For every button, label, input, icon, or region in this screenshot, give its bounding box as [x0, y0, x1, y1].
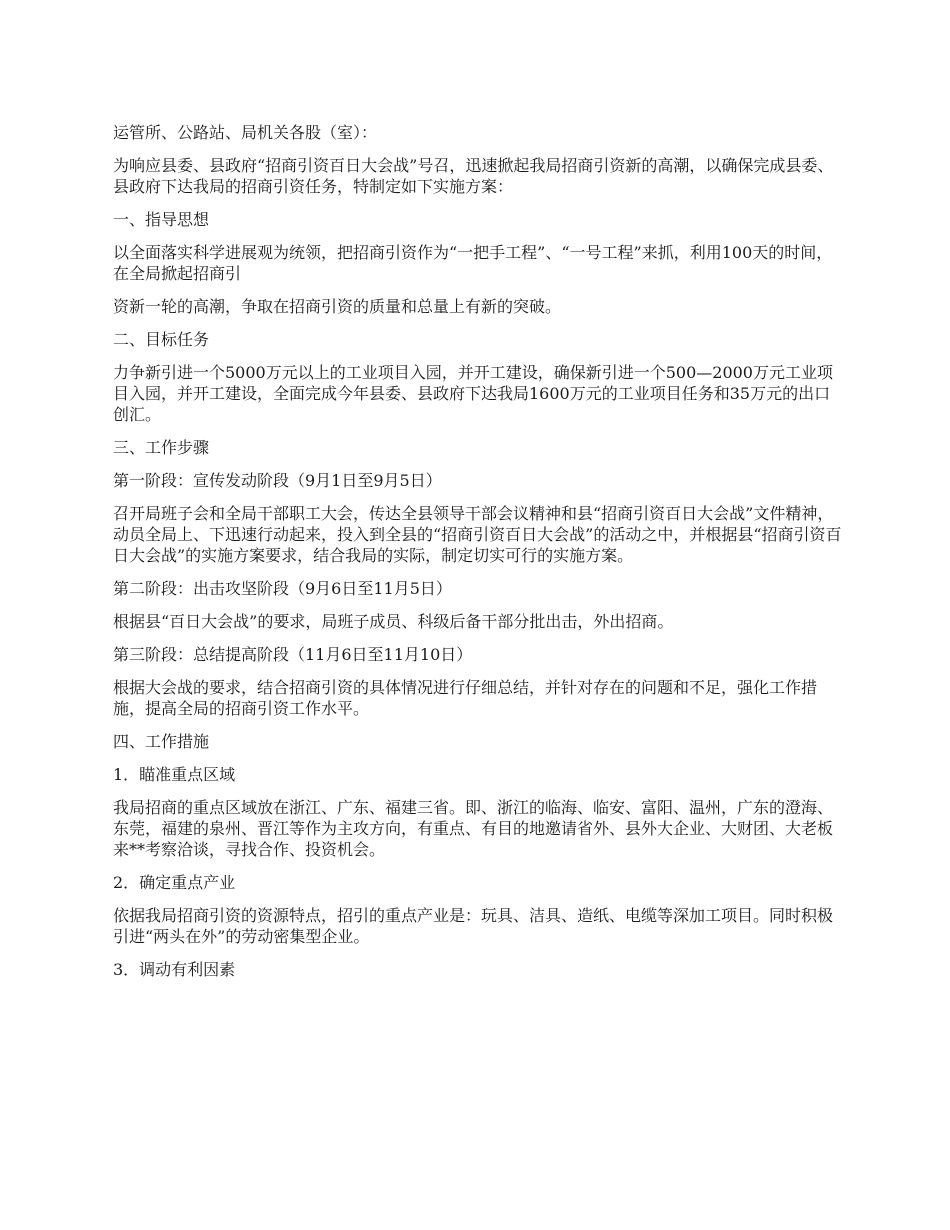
stage-one-heading: 第一阶段：宣传发动阶段（9月1日至9月5日） — [113, 471, 442, 490]
target-tasks-paragraph: 力争新引进一个5000万元以上的工业项目入园，并开工建设，确保新引进一个500—2000万元工业项目入园，并开工建设，全面完成今年县委、县政府下达我局1600万元的工业项目任务和35万元的出口创汇。 — [113, 363, 833, 424]
measure-one-heading: 1．瞄准重点区域 — [113, 765, 236, 784]
measure-two-paragraph: 依据我局招商引资的资源特点，招引的重点产业是：玩具、洁具、造纸、电缆等深加工项目。同时积极引进“两头在外”的劳动密集型企业。 — [113, 906, 834, 946]
stage-one-paragraph: 召开局班子会和全局干部职工大会，传达全县领导干部会议精神和县“招商引资百日大会战”文件精神，动员全局上、下迅速行动起来，投入到全县的“招商引资百日大会战”的活动之中，并根据县“招商引资百日大会战”的实施方案要求，结合我局的实际，制定切实可行的实施方案。 — [113, 504, 842, 565]
intro-paragraph: 为响应县委、县政府“招商引资百日大会战”号召，迅速掀起我局招商引资新的高潮，以确保完成县委、县政府下达我局的招商引资任务，特制定如下实施方案： — [113, 156, 834, 196]
guiding-ideology-continuation: 资新一轮的高潮，争取在招商引资的质量和总量上有新的突破。 — [113, 297, 562, 316]
document-body — [113, 122, 843, 992]
section-heading-work-measures: 四、工作措施 — [113, 732, 210, 751]
stage-three-paragraph: 根据大会战的要求，结合招商引资的具体情况进行仔细总结，并针对存在的问题和不足，强化工作措施，提高全局的招商引资工作水平。 — [113, 678, 818, 718]
salutation: 运管所、公路站、局机关各股（室）： — [113, 123, 378, 142]
stage-three-heading: 第三阶段：总结提高阶段（11月6日至11月10日） — [113, 645, 473, 664]
stage-two-paragraph: 根据县“百日大会战”的要求，局班子成员、科级后备干部分批出击，外出招商。 — [113, 612, 674, 631]
measure-three-heading: 3．调动有利因素 — [113, 960, 236, 979]
stage-two-heading: 第二阶段：出击攻坚阶段（9月6日至11月5日） — [113, 579, 452, 598]
measure-two-heading: 2．确定重点产业 — [113, 873, 236, 892]
measure-one-paragraph: 我局招商的重点区域放在浙江、广东、福建三省。即、浙江的临海、临安、富阳、温州，广东的澄海、东莞，福建的泉州、晋江等作为主攻方向，有重点、有目的地邀请省外、县外大企业、大财团、大老板来**考察洽谈，寻找合作、投资机会。 — [113, 798, 834, 859]
section-heading-work-steps: 三、工作步骤 — [113, 438, 210, 457]
section-heading-guiding-ideology: 一、指导思想 — [113, 210, 210, 229]
guiding-ideology-paragraph: 以全面落实科学进展观为统领，把招商引资作为“一把手工程”、“一号工程”来抓，利用100天的时间，在全局掀起招商引 — [113, 243, 833, 283]
section-heading-target-tasks: 二、目标任务 — [113, 330, 210, 349]
